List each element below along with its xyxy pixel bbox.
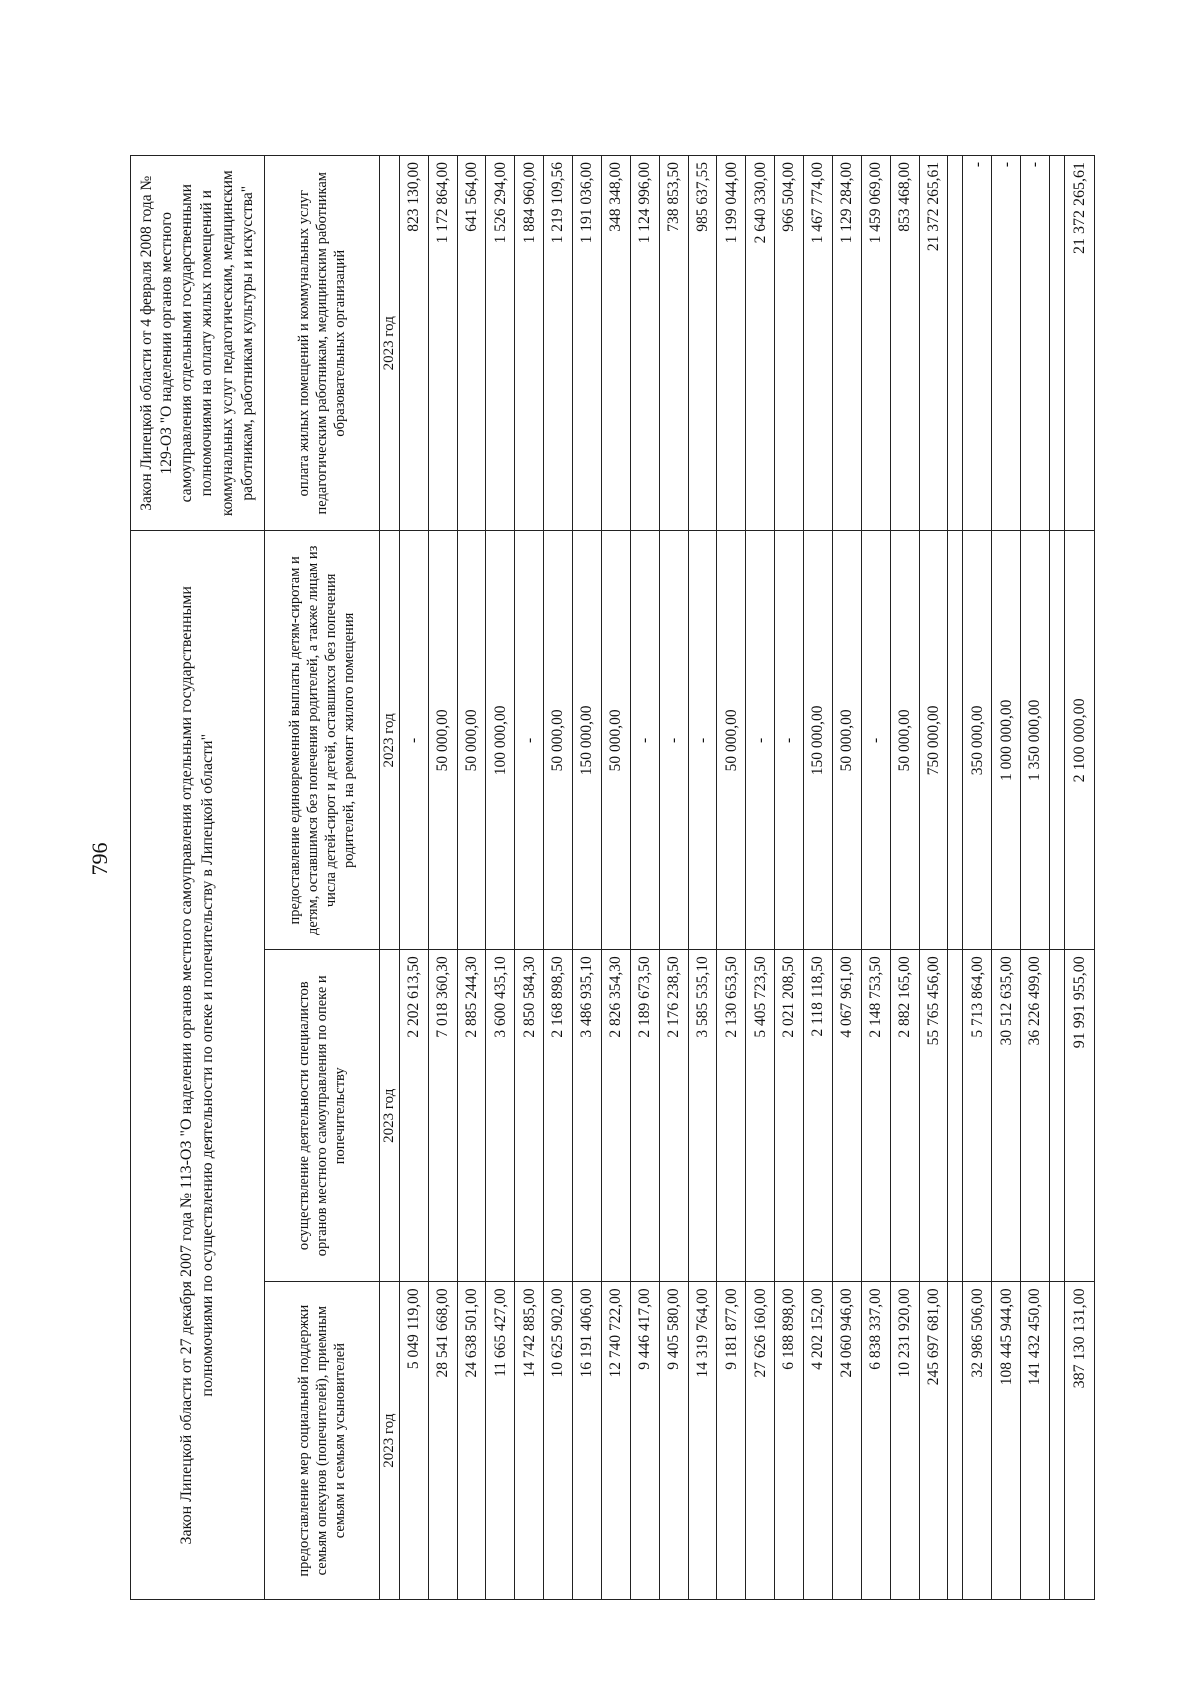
table-cell: 2 885 244,30 <box>457 950 486 1282</box>
table-cell: - <box>659 531 688 950</box>
table-cell: 750 000,00 <box>919 531 948 950</box>
table-row <box>457 156 486 1600</box>
table-row <box>746 156 775 1600</box>
table-cell: 50 000,00 <box>428 531 457 950</box>
table-cell: 21 372 265,61 <box>919 156 948 531</box>
table-cell: 1 884 960,00 <box>515 156 544 531</box>
table-cell: 150 000,00 <box>573 531 602 950</box>
table-cell: 14 319 764,00 <box>688 1282 717 1600</box>
table-cell: 14 742 885,00 <box>515 1282 544 1600</box>
table-cell: 4 202 152,00 <box>804 1282 833 1600</box>
table-cell <box>1050 531 1065 950</box>
table-row <box>515 156 544 1600</box>
table-cell: 2 826 354,30 <box>601 950 630 1282</box>
table-cell: 1 191 036,00 <box>573 156 602 531</box>
table-cell: 1 219 109,56 <box>544 156 573 531</box>
table-row <box>688 156 717 1600</box>
table-cell: 245 697 681,00 <box>919 1282 948 1600</box>
table-cell <box>1050 156 1065 531</box>
table-cell: 21 372 265,61 <box>1065 156 1095 531</box>
table-cell: 641 564,00 <box>457 156 486 531</box>
year-label: 2023 год <box>379 1282 399 1600</box>
table-row <box>775 156 804 1600</box>
table-cell: 16 191 406,00 <box>573 1282 602 1600</box>
year-label: 2023 год <box>379 531 399 950</box>
table-cell: 1 467 774,00 <box>804 156 833 531</box>
table-cell: 3 600 435,10 <box>486 950 515 1282</box>
table-cell: 10 231 920,00 <box>890 1282 919 1600</box>
table-cell: 5 405 723,50 <box>746 950 775 1282</box>
table-cell: 2 640 330,00 <box>746 156 775 531</box>
table-row <box>1065 156 1095 1600</box>
table-row <box>890 156 919 1600</box>
table-row <box>428 156 457 1600</box>
table-cell <box>948 156 963 531</box>
table-cell: 91 991 955,00 <box>1065 950 1095 1282</box>
table-cell: 27 626 160,00 <box>746 1282 775 1600</box>
table-row <box>963 156 992 1600</box>
table-row <box>804 156 833 1600</box>
table-cell: 9 446 417,00 <box>630 1282 659 1600</box>
table-cell: 3 585 535,10 <box>688 950 717 1282</box>
table-cell: 2 850 584,30 <box>515 950 544 1282</box>
table-cell: 1 459 069,00 <box>861 156 890 531</box>
table-row <box>1050 156 1065 1600</box>
table-cell: 1 172 864,00 <box>428 156 457 531</box>
table-cell: - <box>992 156 1021 531</box>
table-row <box>486 156 515 1600</box>
rotated-table-container <box>130 155 1095 1600</box>
table-cell: 1 000 000,00 <box>992 531 1021 950</box>
table-cell: - <box>630 531 659 950</box>
year-label: 2023 год <box>379 950 399 1282</box>
table-cell: 2 882 165,00 <box>890 950 919 1282</box>
table-row <box>992 156 1021 1600</box>
table-cell: 348 348,00 <box>601 156 630 531</box>
law-113-oz-header: Закон Липецкой области от 27 декабря 2007 года № 113-ОЗ "О наделении органов местного самоуправления отдельными государственными полномочиями по осуществлению деятельности по опеке и попечительству в Липецкой области" <box>131 531 265 1600</box>
table-row <box>948 156 963 1600</box>
table-cell: 2 176 238,50 <box>659 950 688 1282</box>
table-cell: 1 526 294,00 <box>486 156 515 531</box>
table-cell: - <box>515 531 544 950</box>
table-cell: 50 000,00 <box>717 531 746 950</box>
table-cell: 30 512 635,00 <box>992 950 1021 1282</box>
table-cell: - <box>861 531 890 950</box>
table-cell: 1 124 996,00 <box>630 156 659 531</box>
table-cell: 985 637,55 <box>688 156 717 531</box>
table-cell: 6 838 337,00 <box>861 1282 890 1600</box>
table-cell: 50 000,00 <box>457 531 486 950</box>
table-cell: 24 060 946,00 <box>832 1282 861 1600</box>
table-cell: 2 148 753,50 <box>861 950 890 1282</box>
table-cell: 853 468,00 <box>890 156 919 531</box>
table-cell: 55 765 456,00 <box>919 950 948 1282</box>
table-row <box>659 156 688 1600</box>
table-cell: 5 049 119,00 <box>399 1282 428 1600</box>
table-cell: 50 000,00 <box>601 531 630 950</box>
table-row <box>717 156 746 1600</box>
year-label: 2023 год <box>379 156 399 531</box>
table-cell: - <box>963 156 992 531</box>
table-cell: 823 130,00 <box>399 156 428 531</box>
budget-table <box>130 155 1095 1600</box>
table-cell: 28 541 668,00 <box>428 1282 457 1600</box>
law-129-oz-header: Закон Липецкой области от 4 февраля 2008 года № 129-ОЗ "О наделении органов местного самоуправления отдельными государственными полномочиями на оплату жилых помещений и коммунальных услуг педагогическим, медицинским работникам, работникам культуры и искусства" <box>131 156 265 531</box>
table-cell: 2 130 653,50 <box>717 950 746 1282</box>
table-cell <box>948 531 963 950</box>
table-cell: 12 740 722,00 <box>601 1282 630 1600</box>
table-cell: 2 202 613,50 <box>399 950 428 1282</box>
table-cell: 24 638 501,00 <box>457 1282 486 1600</box>
table-row <box>630 156 659 1600</box>
table-cell: 1 199 044,00 <box>717 156 746 531</box>
table-cell: 966 504,00 <box>775 156 804 531</box>
table-cell: 7 018 360,30 <box>428 950 457 1282</box>
table-cell: 36 226 499,00 <box>1021 950 1050 1282</box>
table-row <box>1021 156 1050 1600</box>
page-number: 796 <box>87 842 112 876</box>
table-cell: 1 350 000,00 <box>1021 531 1050 950</box>
table-cell: 141 432 450,00 <box>1021 1282 1050 1600</box>
table-row <box>919 156 948 1600</box>
table-cell <box>948 1282 963 1600</box>
table-cell: 2 118 118,50 <box>804 950 833 1282</box>
table-cell <box>948 950 963 1282</box>
table-cell <box>1050 950 1065 1282</box>
table-cell: 50 000,00 <box>832 531 861 950</box>
table-cell <box>1050 1282 1065 1600</box>
table-cell: - <box>1021 156 1050 531</box>
column-header-utilities-payment: оплата жилых помещений и коммунальных услуг педагогическим работникам, медицинским работникам образовательных организаций <box>264 156 379 531</box>
column-header-guardianship-specialists: осуществление деятельности специалистов органов местного самоуправления по опеке и попечительству <box>264 950 379 1282</box>
table-cell: 10 625 902,00 <box>544 1282 573 1600</box>
table-cell: 9 405 580,00 <box>659 1282 688 1600</box>
table-cell: 2 100 000,00 <box>1065 531 1095 950</box>
table-cell: 2 168 898,50 <box>544 950 573 1282</box>
table-cell: 738 853,50 <box>659 156 688 531</box>
table-cell: 11 665 427,00 <box>486 1282 515 1600</box>
table-row <box>832 156 861 1600</box>
table-cell: 2 189 673,50 <box>630 950 659 1282</box>
table-cell: 3 486 935,10 <box>573 950 602 1282</box>
table-cell: 100 000,00 <box>486 531 515 950</box>
column-header-social-support: предоставление мер социальной поддержки семьям опекунов (попечителей), приемным семьям и семьям усыновителей <box>264 1282 379 1600</box>
column-header-orphans-repair-payment: предоставление единовременной выплаты детям-сиротам и детям, оставшимся без попечения родителей, а также лицам из числа детей-сирот и детей, оставшихся без попечения родителей, на ремонт жилого помещения <box>264 531 379 950</box>
table-cell: 150 000,00 <box>804 531 833 950</box>
table-cell: 50 000,00 <box>890 531 919 950</box>
table-cell: 4 067 961,00 <box>832 950 861 1282</box>
table-cell: 2 021 208,50 <box>775 950 804 1282</box>
table-cell: 5 713 864,00 <box>963 950 992 1282</box>
table-cell: - <box>688 531 717 950</box>
table-row <box>861 156 890 1600</box>
table-row <box>544 156 573 1600</box>
table-cell: 9 181 877,00 <box>717 1282 746 1600</box>
table-cell: 350 000,00 <box>963 531 992 950</box>
table-cell: - <box>399 531 428 950</box>
table-cell: 108 445 944,00 <box>992 1282 1021 1600</box>
table-cell: 387 130 131,00 <box>1065 1282 1095 1600</box>
table-cell: 50 000,00 <box>544 531 573 950</box>
table-row <box>601 156 630 1600</box>
table-cell: 6 188 898,00 <box>775 1282 804 1600</box>
table-cell: 32 986 506,00 <box>963 1282 992 1600</box>
table-cell: - <box>775 531 804 950</box>
table-cell: - <box>746 531 775 950</box>
table-row <box>573 156 602 1600</box>
table-cell: 1 129 284,00 <box>832 156 861 531</box>
table-row <box>399 156 428 1600</box>
